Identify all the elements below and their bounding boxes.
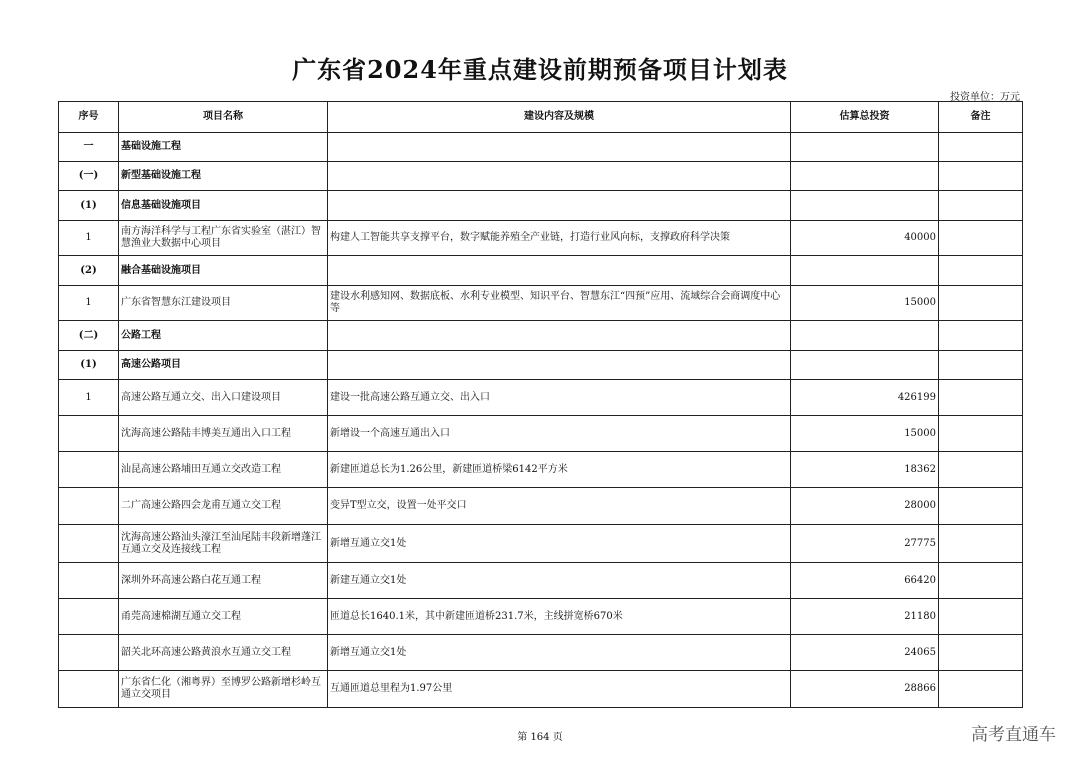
cell-invest: 21180 — [791, 599, 939, 635]
cell-name: 基础设施工程 — [119, 133, 328, 162]
table-row — [59, 488, 1023, 525]
cell-note — [939, 256, 1023, 286]
table-row — [59, 256, 1023, 286]
cell-invest: 27775 — [791, 525, 939, 563]
cell-invest — [791, 351, 939, 380]
cell-content — [328, 256, 791, 286]
cell-no — [59, 671, 119, 708]
table-row — [59, 133, 1023, 162]
cell-invest: 15000 — [791, 286, 939, 321]
cell-content — [328, 321, 791, 351]
table-header-row — [59, 102, 1023, 133]
cell-content: 新建匝道总长为1.26公里，新建匝道桥梁6142平方米 — [328, 452, 791, 488]
table-row — [59, 286, 1023, 321]
cell-invest: 66420 — [791, 563, 939, 599]
table-row — [59, 416, 1023, 452]
cell-name: 沈海高速公路陆丰博美互通出入口工程 — [119, 416, 328, 452]
cell-invest: 28000 — [791, 488, 939, 525]
cell-note — [939, 286, 1023, 321]
cell-note — [939, 133, 1023, 162]
cell-no: 1 — [59, 380, 119, 416]
cell-note — [939, 599, 1023, 635]
cell-name: 南方海洋科学与工程广东省实验室（湛江）智慧渔业大数据中心项目 — [119, 221, 328, 256]
cell-no: 1 — [59, 286, 119, 321]
cell-note — [939, 671, 1023, 708]
cell-name: 甬莞高速棉湖互通立交工程 — [119, 599, 328, 635]
table-row — [59, 221, 1023, 256]
cell-no: 一 — [59, 133, 119, 162]
cell-no — [59, 452, 119, 488]
cell-note — [939, 321, 1023, 351]
table-row — [59, 380, 1023, 416]
cell-no — [59, 525, 119, 563]
cell-invest: 24065 — [791, 635, 939, 671]
cell-name: 沈海高速公路汕头濠江至汕尾陆丰段新增蓬江互通立交及连接线工程 — [119, 525, 328, 563]
cell-invest: 15000 — [791, 416, 939, 452]
cell-no: (1) — [59, 191, 119, 221]
cell-name: 新型基础设施工程 — [119, 162, 328, 191]
page-number: 第 164 页 — [517, 732, 563, 743]
table-row — [59, 321, 1023, 351]
header-name: 项目名称 — [119, 102, 328, 133]
cell-note — [939, 635, 1023, 671]
cell-no: (二) — [59, 321, 119, 351]
header-note: 备注 — [939, 102, 1023, 133]
cell-content: 变异T型立交，设置一处平交口 — [328, 488, 791, 525]
cell-name: 深圳外环高速公路白花互通工程 — [119, 563, 328, 599]
cell-content — [328, 133, 791, 162]
cell-content — [328, 351, 791, 380]
cell-invest — [791, 321, 939, 351]
cell-content: 互通匝道总里程为1.97公里 — [328, 671, 791, 708]
cell-name: 广东省仁化（湘粤界）至博罗公路新增杉岭互通立交项目 — [119, 671, 328, 708]
header-content: 建设内容及规模 — [328, 102, 791, 133]
cell-note — [939, 416, 1023, 452]
cell-no — [59, 488, 119, 525]
cell-name: 融合基础设施项目 — [119, 256, 328, 286]
cell-content: 构建人工智能共享支撑平台，数字赋能养殖全产业链，打造行业风向标，支撑政府科学决策 — [328, 221, 791, 256]
cell-no — [59, 416, 119, 452]
cell-content: 新建互通立交1处 — [328, 563, 791, 599]
cell-name: 二广高速公路四会龙甫互通立交工程 — [119, 488, 328, 525]
cell-content: 新增互通立交1处 — [328, 635, 791, 671]
cell-name: 高速公路互通立交、出入口建设项目 — [119, 380, 328, 416]
table-row — [59, 191, 1023, 221]
cell-name: 公路工程 — [119, 321, 328, 351]
cell-note — [939, 452, 1023, 488]
table-row — [59, 635, 1023, 671]
cell-no: (一) — [59, 162, 119, 191]
cell-no: 1 — [59, 221, 119, 256]
cell-no — [59, 563, 119, 599]
page-title: 广东省2024年重点建设前期预备项目计划表 — [292, 55, 788, 84]
cell-note — [939, 221, 1023, 256]
table-row — [59, 671, 1023, 708]
cell-invest: 28866 — [791, 671, 939, 708]
header-invest: 估算总投资 — [791, 102, 939, 133]
cell-invest — [791, 256, 939, 286]
table-row — [59, 599, 1023, 635]
cell-name: 韶关北环高速公路黄浪水互通立交工程 — [119, 635, 328, 671]
cell-note — [939, 380, 1023, 416]
cell-content — [328, 191, 791, 221]
cell-invest — [791, 133, 939, 162]
cell-content: 新增互通立交1处 — [328, 525, 791, 563]
cell-note — [939, 563, 1023, 599]
table-row — [59, 452, 1023, 488]
cell-no — [59, 635, 119, 671]
cell-invest — [791, 191, 939, 221]
table-row — [59, 162, 1023, 191]
project-table — [58, 101, 1023, 708]
table-row — [59, 563, 1023, 599]
cell-invest — [791, 162, 939, 191]
watermark: 高考直通车 — [971, 725, 1056, 745]
table-row — [59, 525, 1023, 563]
cell-note — [939, 525, 1023, 563]
cell-name: 广东省智慧东江建设项目 — [119, 286, 328, 321]
cell-note — [939, 488, 1023, 525]
cell-no: (2) — [59, 256, 119, 286]
cell-invest: 40000 — [791, 221, 939, 256]
unit-note: 投资单位：万元 — [950, 92, 1020, 103]
cell-content: 建设一批高速公路互通立交、出入口 — [328, 380, 791, 416]
cell-name: 高速公路项目 — [119, 351, 328, 380]
cell-name: 汕昆高速公路埔田互通立交改造工程 — [119, 452, 328, 488]
cell-content: 新增设一个高速互通出入口 — [328, 416, 791, 452]
cell-content — [328, 162, 791, 191]
cell-note — [939, 162, 1023, 191]
cell-content: 建设水利感知网、数据底板、水利专业模型、知识平台、智慧东江“四预”应用、流域综合会商调度中心等 — [328, 286, 791, 321]
header-no: 序号 — [59, 102, 119, 133]
cell-no: (1) — [59, 351, 119, 380]
cell-invest: 426199 — [791, 380, 939, 416]
cell-note — [939, 351, 1023, 380]
cell-invest: 18362 — [791, 452, 939, 488]
cell-no — [59, 599, 119, 635]
cell-name: 信息基础设施项目 — [119, 191, 328, 221]
cell-note — [939, 191, 1023, 221]
table-row — [59, 351, 1023, 380]
cell-content: 匝道总长1640.1米，其中新建匝道桥231.7米，主线拼宽桥670米 — [328, 599, 791, 635]
